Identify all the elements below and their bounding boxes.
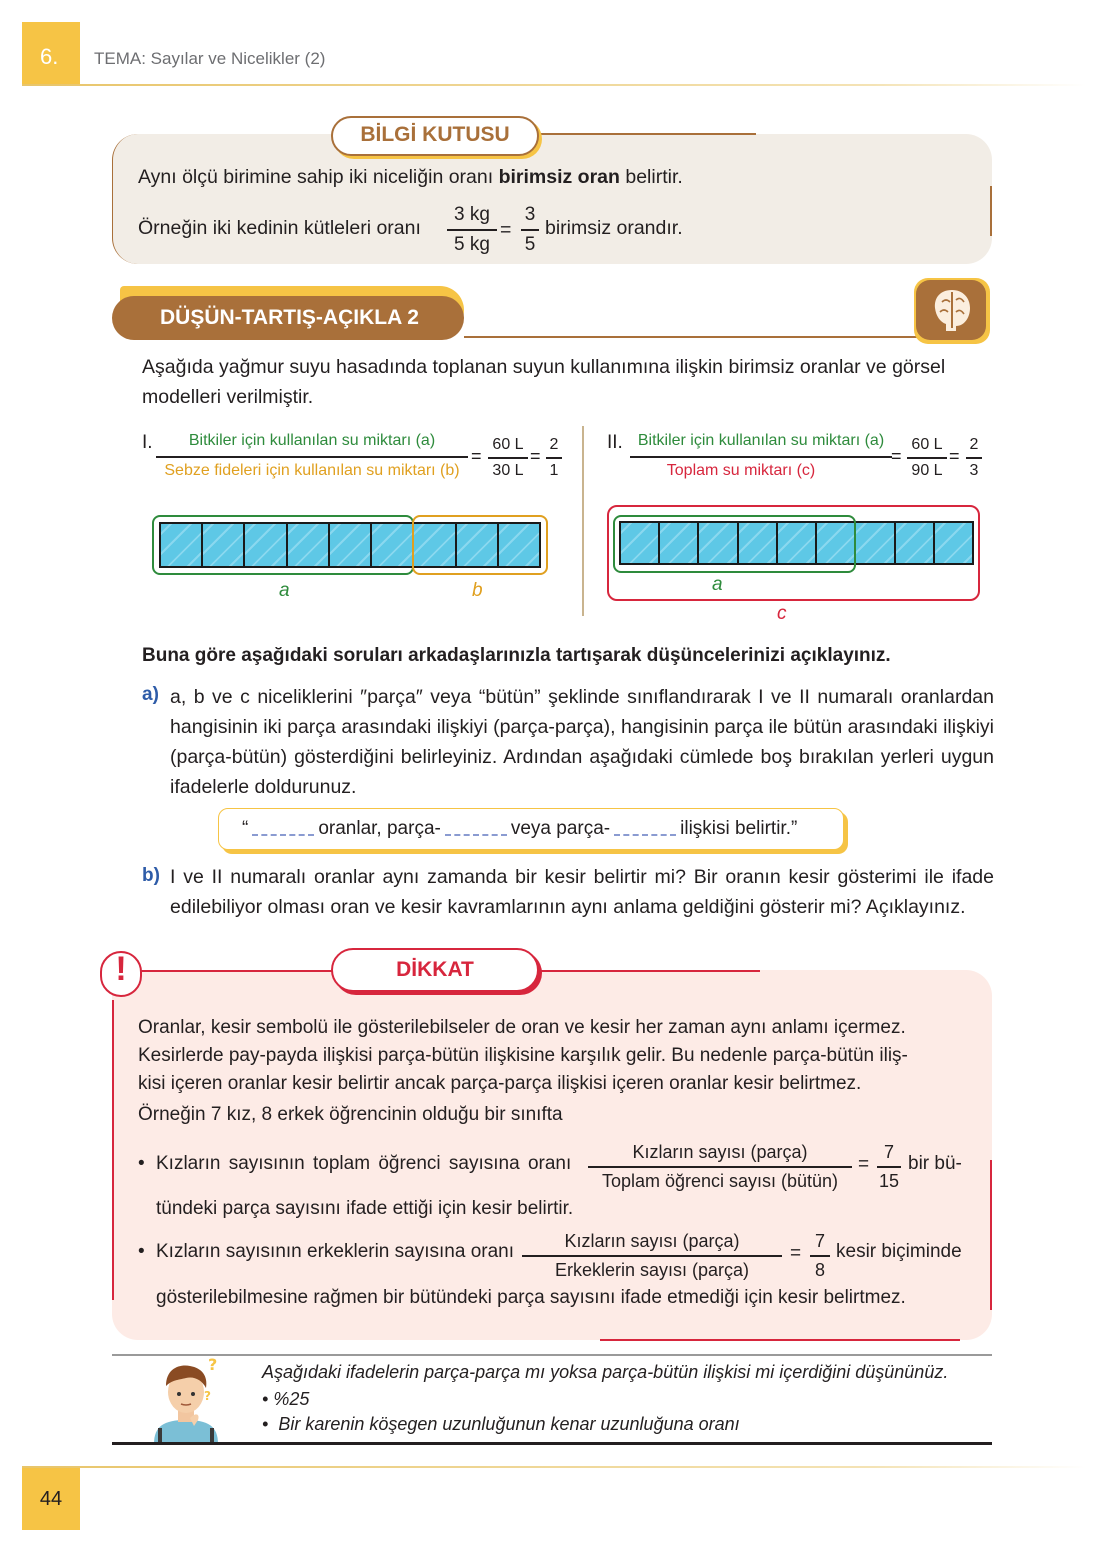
fill-part-2: veya parça-: [510, 818, 611, 839]
info-frac1-den: 5 kg: [454, 233, 490, 255]
fill-part-3: ilişkisi belirtir.”: [680, 818, 798, 839]
info-line-2-start: Örneğin iki kedinin kütleleri oranı: [138, 217, 421, 239]
fraction-bar: [588, 1166, 852, 1168]
think-intro: Aşağıdaki ifadelerin parça-parça mı yoksa parça-bütün ilişkisi mi içerdiğini düşününüz.: [262, 1362, 949, 1382]
bullet2-text: Kızların sayısının erkeklerin sayısına oranı: [156, 1241, 514, 1262]
fill-open-quote: “: [242, 818, 249, 839]
ratio2-vden: 90 L: [911, 461, 943, 479]
bullet1-equals: =: [858, 1154, 870, 1175]
bullet2-continuation: gösterilebilmesine rağmen bir bütündeki parça sayısını ifade etmediği için kesir belirtmez.: [156, 1287, 906, 1308]
activity-rule: [464, 336, 920, 338]
warning-bottomline: [600, 1339, 960, 1341]
bullet2-value: [810, 1231, 830, 1281]
info-equals: =: [500, 219, 512, 241]
question-a-label: a): [142, 684, 159, 705]
bullet1-continuation: tündeki parça sayısını ifade ettiği için kesir belirtir.: [156, 1198, 574, 1219]
bracket-a-2: [613, 515, 856, 573]
fraction-bar: [447, 229, 497, 231]
info-line-1-end: belirtir.: [619, 166, 683, 188]
think-item-2: • Bir karenin köşegen uzunluğunun kenar uzunluğuna oranı: [262, 1414, 740, 1434]
bullet2-vden: 8: [814, 1259, 825, 1280]
bullet2-fraction: [522, 1231, 782, 1281]
footer-rule: [22, 1466, 1086, 1468]
bullet-dot: •: [138, 1153, 145, 1174]
info-line-1-bold: birimsiz oran: [498, 166, 620, 188]
ratio1-vnum: 60 L: [492, 436, 524, 453]
activity-title: DÜŞÜN-TARTIŞ-AÇIKLA 2: [160, 306, 419, 329]
fraction-bar: [810, 1255, 830, 1257]
thinking-student-icon: [146, 1356, 226, 1444]
fraction-bar: [522, 1255, 782, 1257]
warning-title: DİKKAT: [396, 958, 474, 981]
ratio2-numerator: Bitkiler için kullanılan su miktarı (a): [637, 432, 885, 449]
ratio1-denominator: Sebze fideleri için kullanılan su miktarı (b): [164, 462, 460, 479]
header-rule: [22, 84, 1086, 86]
fraction-bar: [156, 456, 468, 458]
info-box: [112, 134, 992, 264]
bullet2-num: Kızların sayısı (parça): [564, 1231, 740, 1251]
ratio1-sden: 1: [549, 461, 559, 479]
ratio1-eq1: =: [471, 446, 482, 466]
info-line-1: [138, 162, 683, 192]
warning-leftline: [112, 1000, 114, 1300]
fill-in-sentence: [242, 818, 797, 840]
warning-example: Örneğin 7 kız, 8 erkek öğrencinin olduğu bir sınıfta: [138, 1104, 563, 1125]
fraction-bar: [877, 1166, 901, 1168]
ratio1-vden: 30 L: [492, 461, 524, 479]
info-frac2-num: 3: [524, 204, 536, 225]
label-a-1: a: [279, 580, 290, 601]
ratio1-roman: I.: [142, 432, 153, 453]
fraction-bar: [488, 457, 528, 459]
warning-line-2: Kesirlerde pay-payda ilişkisi parça-bütün ilişkisine karşılık gelir. Bu nedenle parça-bütün iliş-: [138, 1045, 908, 1066]
ratio2-sden: 3: [969, 461, 979, 479]
info-fraction-simple: [521, 204, 539, 256]
blank-field[interactable]: [614, 834, 676, 836]
bullet-dot: •: [138, 1241, 145, 1262]
bracket-b: [412, 515, 548, 575]
label-a-2: a: [712, 574, 723, 595]
info-line-2-end: birimsiz orandır.: [545, 217, 683, 239]
warning-line-3: kisi içeren oranlar kesir belirtir ancak parça-parça ilişkisi içeren oranlar kesir belirtmez.: [138, 1073, 862, 1094]
ratio2-values: [907, 436, 947, 480]
ratio2-roman: II.: [607, 432, 623, 453]
blank-field[interactable]: [445, 834, 507, 836]
question-a-text: a, b ve c niceliklerini ″parça″ veya “bütün” şeklinde sınıflandırarak I ve II numaralı oranlardan hangisinin iki parça arasındaki ilişkiyi (parça-parça), hangisinin parça ile bütün arasındaki ilişkiyi (parça-bütün) gösterdiğini belirleyiniz. Ardından aşağıdaki cümlede boş bırakılan yerleri uygun ifadelerle doldurunuz.: [170, 686, 994, 798]
bullet2-vnum: 7: [814, 1231, 825, 1251]
bullet1-text: Kızların sayısının toplam öğrenci sayısına oranı: [156, 1153, 572, 1174]
blank-field[interactable]: [252, 834, 314, 836]
label-c-2: c: [777, 603, 787, 624]
info-line-1-start: Aynı ölçü birimine sahip iki niceliğin oranı: [138, 166, 499, 188]
ratio1-eq2: =: [530, 446, 541, 466]
ratio2-eq2: =: [949, 446, 960, 466]
ratio1-num-text: Bitkiler için kullanılan su miktarı (a): [188, 432, 436, 449]
think-top-rule: [112, 1354, 992, 1356]
svg-text:?: ?: [208, 1356, 218, 1374]
fraction-bar: [630, 456, 892, 458]
bullet2-after: kesir biçiminde: [836, 1241, 962, 1262]
fraction-bar: [521, 229, 539, 231]
water-cell: [935, 523, 972, 563]
think-item-2-text: Bir karenin köşegen uzunluğunun kenar uzunluğuna oranı: [278, 1414, 740, 1434]
bullet2-equals: =: [790, 1243, 802, 1264]
info-fraction-kg: [447, 204, 497, 256]
bullet2-den: Erkeklerin sayısı (parça): [554, 1259, 750, 1280]
warning-paragraph: [138, 1014, 972, 1129]
svg-text:?: ?: [204, 1389, 211, 1403]
fill-part-1: oranlar, parça-: [318, 818, 441, 839]
water-cell: [856, 523, 895, 563]
info-frac2-den: 5: [524, 233, 536, 255]
bullet1-fraction: [588, 1142, 852, 1192]
bullet1-num: Kızların sayısı (parça): [632, 1142, 808, 1162]
info-box-topline: [520, 133, 756, 135]
discussion-prompt: Buna göre aşağıdaki soruları arkadaşlarınızla tartışarak düşüncelerinizi açıklayınız.: [142, 645, 891, 666]
bullet1-vden: 15: [878, 1170, 900, 1191]
theme-title: TEMA: Sayılar ve Nicelikler (2): [94, 49, 326, 68]
chapter-number: 6.: [40, 44, 59, 69]
exclamation-mark: !: [115, 950, 127, 988]
bracket-a: [152, 515, 414, 575]
ratio2-simple: [966, 436, 982, 480]
ratio2-vnum: 60 L: [911, 436, 943, 453]
bullet1-value: [877, 1142, 901, 1192]
bullet1-vnum: 7: [883, 1142, 894, 1162]
info-box-rightline: [990, 186, 992, 236]
think-item-1-text: %25: [273, 1389, 310, 1409]
label-b-1: b: [472, 580, 483, 601]
brain-puzzle-icon: [914, 278, 990, 344]
water-cell: [896, 523, 935, 563]
activity-intro: Aşağıda yağmur suyu hasadında toplanan suyun kullanımına ilişkin birimsiz oranlar ve görsel modelleri verilmiştir.: [142, 356, 946, 408]
ratio2-denominator: Toplam su miktarı (c): [666, 462, 816, 479]
ratio1-numerator: [156, 432, 468, 450]
ratio1-simple: [546, 436, 562, 480]
page-number: 44: [39, 1488, 63, 1510]
think-item-1: • %25: [262, 1389, 310, 1409]
bullet1-den: Toplam öğrenci sayısı (bütün): [601, 1170, 839, 1191]
fraction-bar: [907, 457, 947, 459]
fraction-bar: [546, 457, 562, 459]
ratio2-snum: 2: [969, 436, 979, 453]
ratio2-eq1: =: [891, 446, 902, 466]
warning-rightline: [990, 1160, 992, 1310]
think-bottom-rule: [112, 1442, 992, 1445]
ratio1-snum: 2: [549, 436, 559, 453]
question-b-label: b): [142, 865, 160, 886]
info-frac1-num: 3 kg: [454, 204, 490, 225]
column-divider: [582, 426, 584, 616]
question-b-text: I ve II numaralı oranlar aynı zamanda bir kesir belirtir mi? Bir oranın kesir gösterimi ile ifade edilebiliyor olması oran ve kesir kavramlarının aynı anlama geldiğini gösterir mi? Açıklayınız.: [170, 866, 994, 918]
fraction-bar: [966, 457, 982, 459]
ratio1-values: [488, 436, 528, 480]
bullet1-after: bir bü-: [908, 1153, 962, 1174]
warning-line-1: Oranlar, kesir sembolü ile gösterilebilseler de oran ve kesir her zaman aynı anlamı içermez.: [138, 1017, 906, 1038]
info-box-title: BİLGİ KUTUSU: [360, 123, 510, 146]
